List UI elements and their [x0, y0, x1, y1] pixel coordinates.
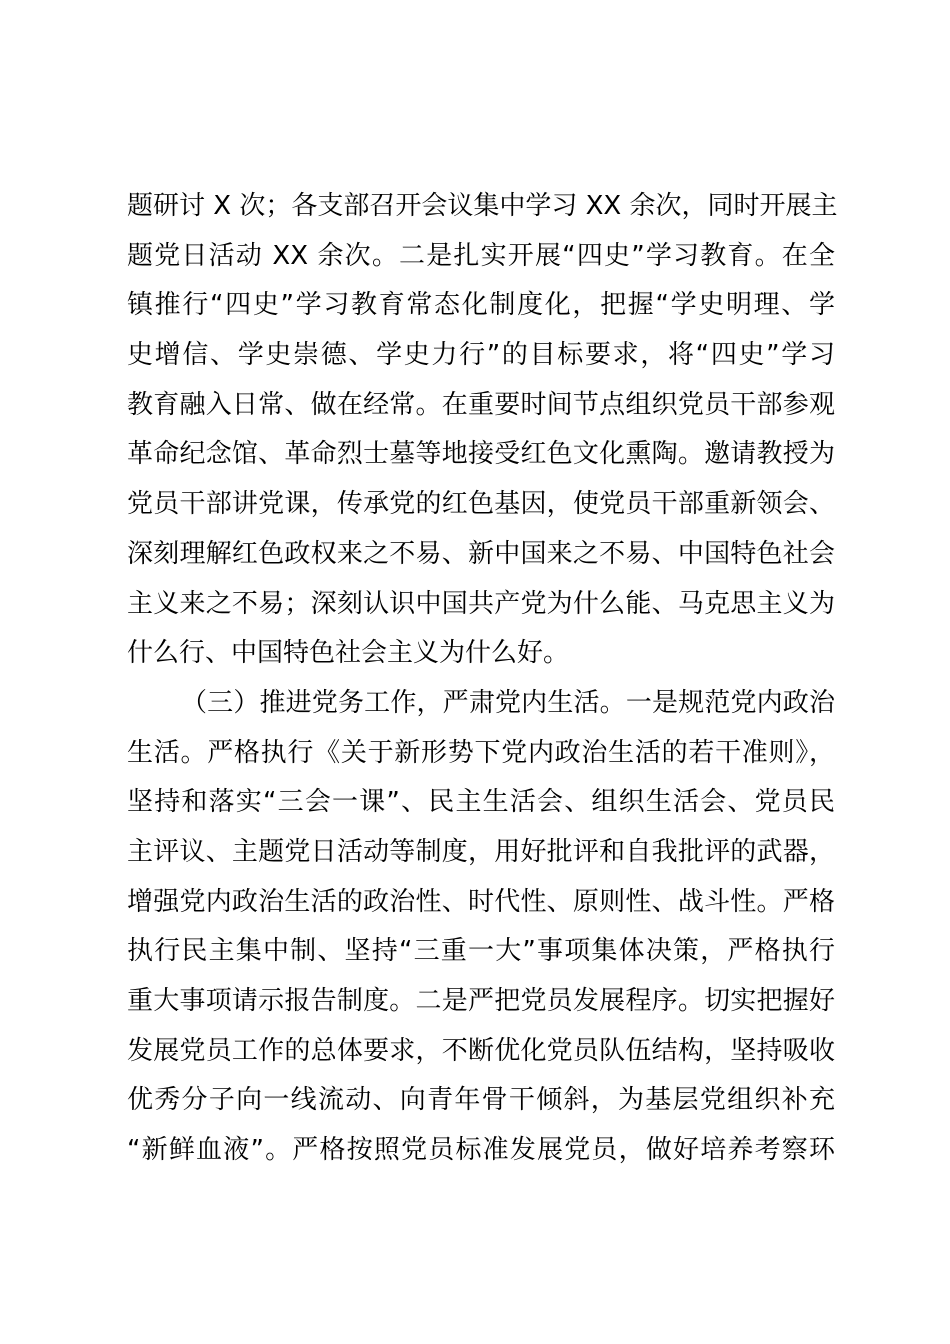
text-line: 什么行、中国特色社会主义为什么好。: [127, 638, 570, 669]
text-line: 执行民主集中制、坚持“三重一大”事项集体决策，严格执行: [127, 936, 835, 967]
text-line: 生活。严格执行《关于新形势下党内政治生活的若干准则》，: [127, 737, 835, 768]
text-line: 题研讨 X 次；各支部召开会议集中学习 XX 余次，同时开展主: [127, 191, 838, 221]
text-line: 革命纪念馆、革命烈士墓等地接受红色文化熏陶。邀请教授为: [127, 439, 835, 470]
text-line: 坚持和落实“三会一课”、民主生活会、组织生活会、党员民: [127, 787, 835, 818]
text-line: 主评议、主题党日活动等制度，用好批评和自我批评的武器，: [127, 836, 835, 867]
text-line: （三）推进党务工作，严肃党内生活。一是规范党内政治: [181, 687, 835, 718]
text-line: 优秀分子向一线流动、向青年骨干倾斜，为基层党组织补充: [127, 1085, 835, 1116]
text-line: 教育融入日常、做在经常。在重要时间节点组织党员干部参观: [127, 389, 835, 420]
text-line: 主义来之不易；深刻认识中国共产党为什么能、马克思主义为: [127, 588, 835, 619]
text-line: 深刻理解红色政权来之不易、新中国来之不易、中国特色社会: [127, 538, 835, 569]
body-text: [127, 182, 838, 1176]
text-line: 史增信、学史崇德、学史力行”的目标要求，将“四史”学习: [127, 340, 835, 371]
text-line: 发展党员工作的总体要求，不断优化党员队伍结构，坚持吸收: [127, 1035, 835, 1066]
text-line: 党员干部讲党课，传承党的红色基因，使党员干部重新领会、: [127, 489, 835, 520]
text-line: 增强党内政治生活的政治性、时代性、原则性、战斗性。严格: [127, 886, 835, 917]
text-line: 重大事项请示报告制度。二是严把党员发展程序。切实把握好: [127, 986, 835, 1016]
text-line: “新鲜血液”。严格按照党员标准发展党员，做好培养考察环: [127, 1135, 835, 1166]
text-line: 题党日活动 XX 余次。二是扎实开展“四史”学习教育。在全: [127, 240, 835, 271]
text-line: 镇推行“四史”学习教育常态化制度化，把握“学史明理、学: [127, 290, 835, 321]
